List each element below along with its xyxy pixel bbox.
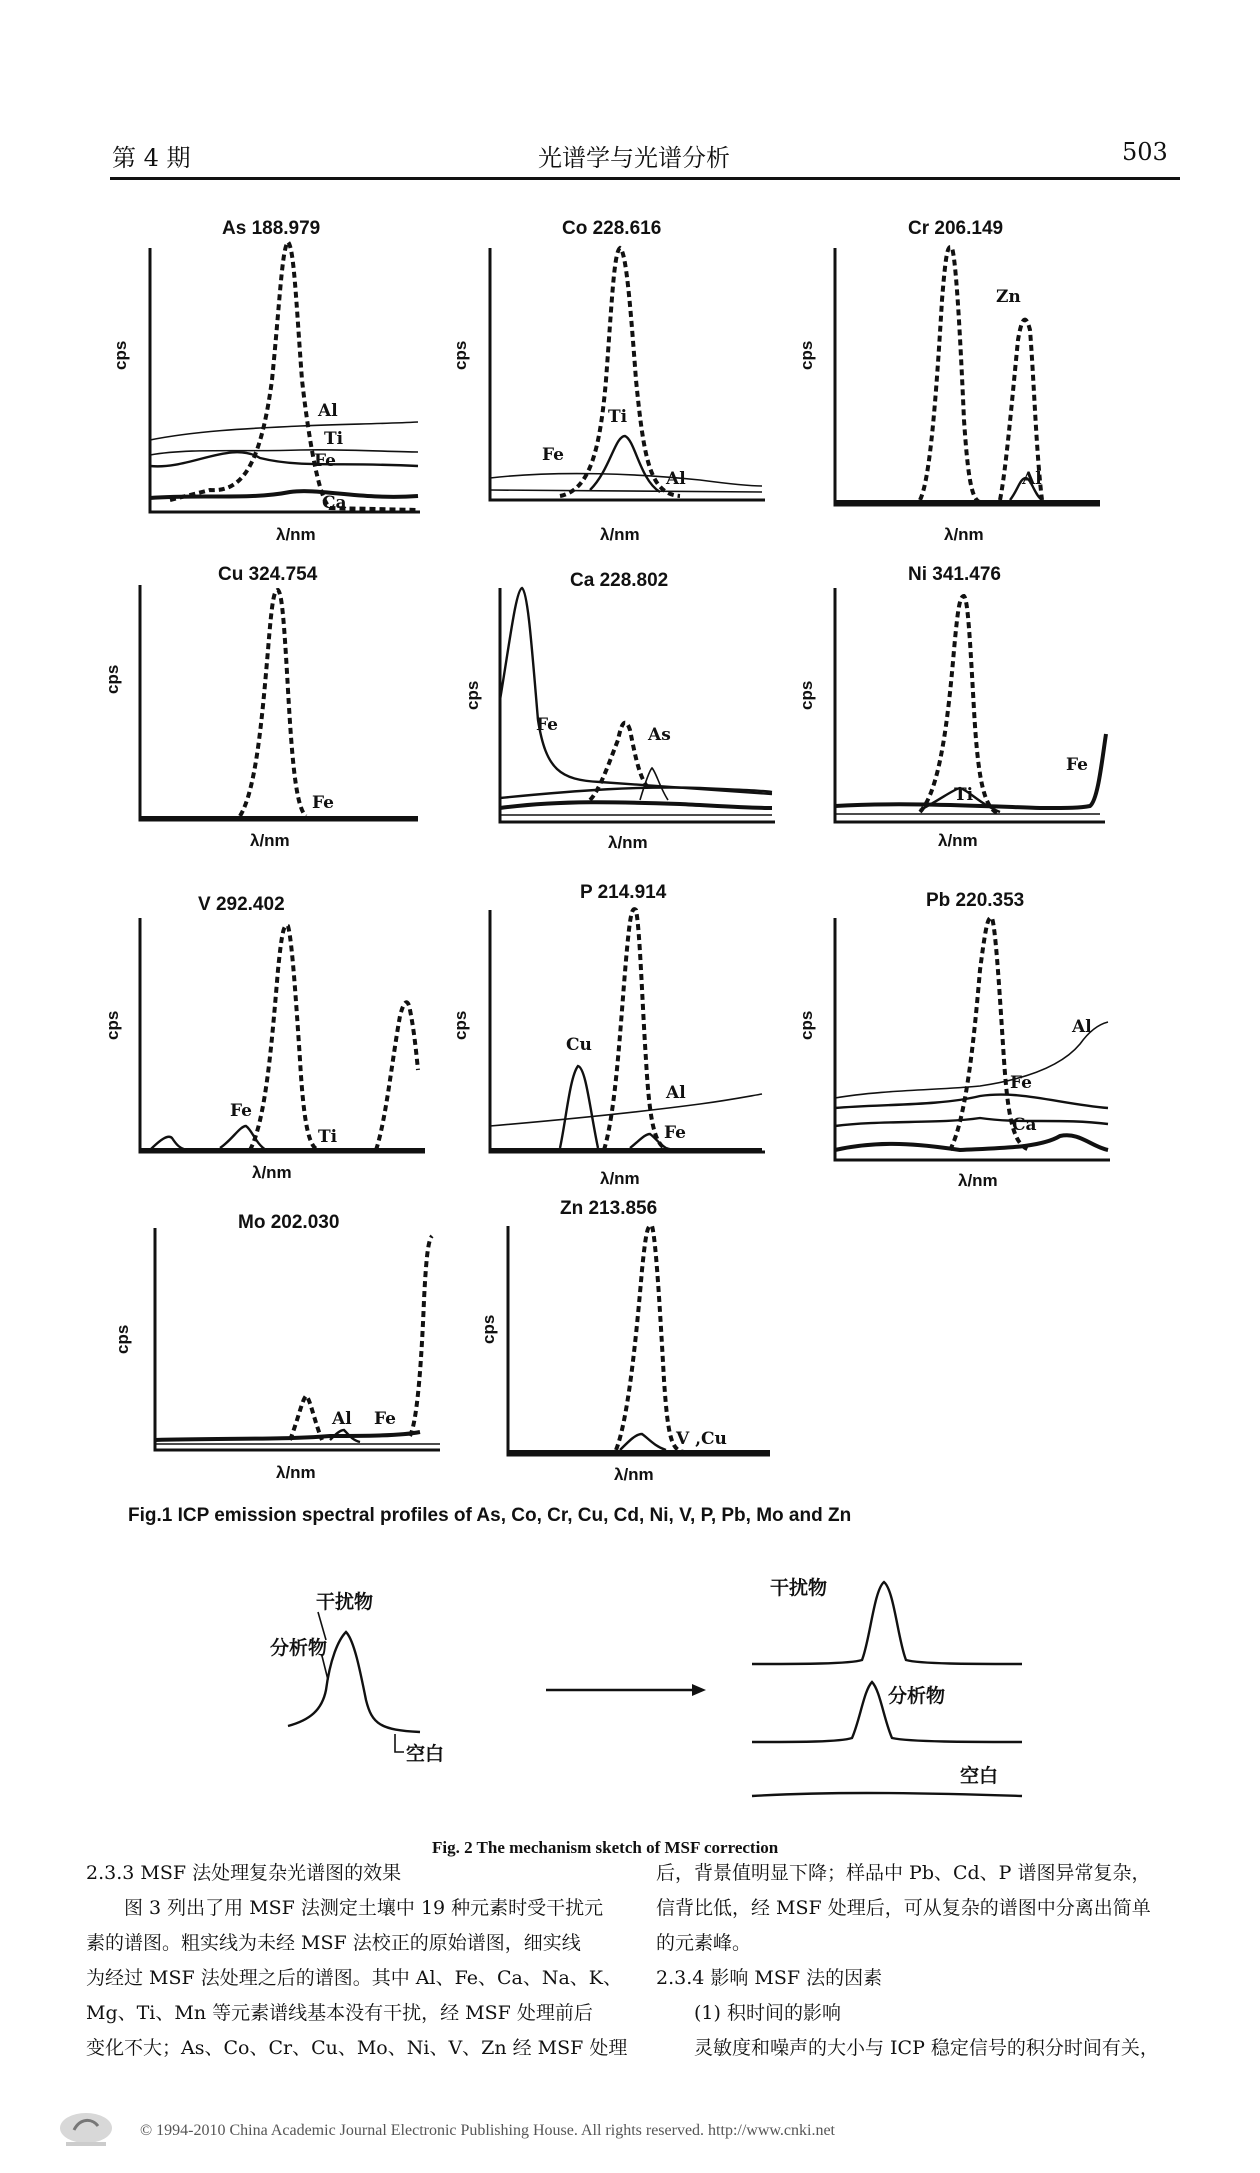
y-axis-label: cps bbox=[797, 1010, 816, 1040]
panel-title: Zn 213.856 bbox=[560, 1198, 658, 1219]
issue-number: 第 4 期 bbox=[112, 144, 191, 172]
x-axis-label: λ/nm bbox=[276, 525, 316, 544]
sketch-right-blank bbox=[752, 1793, 1022, 1796]
panel-title: Cr 206.149 bbox=[908, 218, 1004, 239]
panel-zn bbox=[479, 1198, 770, 1484]
y-axis-label: cps bbox=[103, 664, 122, 694]
panel-pb bbox=[797, 890, 1110, 1190]
trace-analyte bbox=[290, 1396, 322, 1440]
trace-analyte bbox=[170, 242, 418, 510]
trace-right-peak bbox=[376, 1002, 418, 1150]
panel-title: Pb 220.353 bbox=[926, 890, 1025, 911]
trace-al bbox=[150, 422, 418, 440]
left-column bbox=[86, 1856, 627, 2066]
trace-fe bbox=[500, 588, 772, 794]
x-axis-label: λ/nm bbox=[252, 1163, 292, 1182]
trace-ti bbox=[150, 450, 418, 455]
label-analyte-left: 分析物 bbox=[270, 1637, 328, 1659]
arrow-icon bbox=[692, 1684, 706, 1696]
label-al: Al bbox=[666, 469, 686, 489]
x-axis-label: λ/nm bbox=[938, 831, 978, 850]
trace-thick bbox=[155, 1432, 420, 1440]
panel-co bbox=[451, 218, 765, 544]
label-blank-right: 空白 bbox=[960, 1765, 999, 1787]
trace-fe bbox=[835, 1095, 1108, 1108]
y-axis-label: cps bbox=[797, 680, 816, 710]
panel-title: Ni 341.476 bbox=[908, 564, 1001, 585]
label-interferent-right: 干扰物 bbox=[770, 1577, 828, 1599]
panel-v bbox=[103, 894, 425, 1182]
pointer-interferent bbox=[318, 1612, 326, 1640]
right-column bbox=[656, 1856, 1159, 2066]
axes bbox=[835, 248, 1100, 505]
trace-analyte bbox=[560, 248, 680, 496]
panel-title: P 214.914 bbox=[580, 882, 667, 903]
label-ca: Ca bbox=[322, 493, 347, 513]
paragraph-line: Mg、Ti、Mn 等元素谱线基本没有干扰，经 MSF 处理前后 bbox=[86, 2002, 593, 2024]
trace-analyte bbox=[920, 596, 1000, 814]
y-axis-label: cps bbox=[103, 1010, 122, 1040]
x-axis-label: λ/nm bbox=[614, 1465, 654, 1484]
y-axis-label: cps bbox=[479, 1314, 498, 1344]
label-fe: Fe bbox=[664, 1123, 686, 1143]
label-blank-left: 空白 bbox=[406, 1743, 445, 1765]
panel-p bbox=[451, 882, 765, 1188]
panel-mo bbox=[113, 1212, 440, 1482]
paragraph-line: 变化不大；As、Co、Cr、Cu、Mo、Ni、V、Zn 经 MSF 处理 bbox=[86, 2037, 628, 2059]
label-analyte-right: 分析物 bbox=[888, 1685, 946, 1707]
section-heading-2-3-3: 2.3.3 MSF 法处理复杂光谱图的效果 bbox=[86, 1862, 402, 1884]
trace-ca bbox=[835, 1135, 1108, 1150]
figure-1-caption: Fig.1 ICP emission spectral profiles of As, Co, Cr, Cu, Cd, Ni, V, P, Pb, Mo and Zn bbox=[128, 1505, 852, 1526]
panel-title: Mo 202.030 bbox=[238, 1212, 340, 1233]
axes bbox=[140, 585, 418, 820]
section-heading-2-3-4: 2.3.4 影响 MSF 法的因素 bbox=[656, 1967, 883, 1989]
panel-title: Ca 228.802 bbox=[570, 570, 669, 591]
trace-fe bbox=[150, 452, 418, 466]
label-fe: Fe bbox=[1010, 1073, 1032, 1093]
paragraph-line: 灵敏度和噪声的大小与 ICP 稳定信号的积分时间有关， bbox=[656, 2037, 1159, 2059]
label-interferent-left: 干扰物 bbox=[316, 1591, 374, 1613]
panel-title: Cu 324.754 bbox=[218, 564, 318, 585]
trace-analyte bbox=[920, 247, 980, 502]
label-fe: Fe bbox=[542, 445, 564, 465]
figure-2 bbox=[0, 1560, 1260, 1860]
subsection-heading: (1) 积时间的影响 bbox=[656, 2002, 841, 2024]
paragraph-line: 的元素峰。 bbox=[656, 1932, 752, 1954]
x-axis-label: λ/nm bbox=[958, 1171, 998, 1190]
trace-analyte bbox=[616, 1226, 684, 1452]
label-fe: Fe bbox=[312, 793, 334, 813]
trace-fe bbox=[490, 474, 762, 486]
paragraph-line: 图 3 列出了用 MSF 法测定土壤中 19 种元素时受干扰元 bbox=[86, 1897, 604, 1919]
y-axis-label: cps bbox=[463, 680, 482, 710]
trace-al bbox=[490, 490, 762, 492]
trace-analyte bbox=[240, 590, 306, 816]
label-ti: Ti bbox=[324, 429, 344, 449]
y-axis-label: cps bbox=[111, 340, 130, 370]
copyright-footer: © 1994-2010 China Academic Journal Electronic Publishing House. All rights reserved. http://www.cnki.net bbox=[140, 2122, 835, 2139]
x-axis-label: λ/nm bbox=[276, 1463, 316, 1482]
trace-analyte bbox=[250, 926, 320, 1150]
pointer-analyte bbox=[322, 1656, 328, 1680]
panel-title: As 188.979 bbox=[222, 218, 321, 239]
y-axis-label: cps bbox=[797, 340, 816, 370]
label-zn: Zn bbox=[996, 287, 1021, 307]
label-al: Al bbox=[1022, 469, 1042, 489]
pointer-blank bbox=[395, 1734, 404, 1752]
panel-ca bbox=[463, 570, 775, 852]
publisher-logo-icon bbox=[52, 2108, 120, 2152]
panel-as bbox=[111, 218, 420, 544]
label-fe: Fe bbox=[230, 1101, 252, 1121]
panel-ni bbox=[797, 564, 1106, 850]
sketch-right-analyte bbox=[752, 1682, 1022, 1742]
label-fe: Fe bbox=[374, 1409, 396, 1429]
trace-mid bbox=[835, 1118, 1108, 1126]
panel-title: V 292.402 bbox=[198, 894, 285, 915]
journal-title: 光谱学与光谱分析 bbox=[538, 144, 730, 172]
trace-cu bbox=[560, 1066, 598, 1148]
paragraph-line: 为经过 MSF 法处理之后的谱图。其中 Al、Fe、Ca、Na、K、 bbox=[86, 1967, 622, 1989]
page-number: 503 bbox=[1122, 138, 1168, 166]
axes bbox=[150, 248, 420, 512]
panel-title: Co 228.616 bbox=[562, 218, 662, 239]
y-axis-label: cps bbox=[113, 1324, 132, 1354]
trace-fe bbox=[410, 1236, 432, 1436]
x-axis-label: λ/nm bbox=[608, 833, 648, 852]
label-as: As bbox=[648, 725, 671, 745]
paragraph-line: 素的谱图。粗实线为未经 MSF 法校正的原始谱图，细实线 bbox=[86, 1932, 581, 1954]
trace-v-cu bbox=[620, 1434, 666, 1450]
x-axis-label: λ/nm bbox=[600, 1169, 640, 1188]
label-al: Al bbox=[666, 1083, 686, 1103]
trace-as bbox=[500, 787, 772, 798]
x-axis-label: λ/nm bbox=[250, 831, 290, 850]
label-cu: Cu bbox=[566, 1035, 592, 1055]
label-al: Al bbox=[1072, 1017, 1092, 1037]
label-al: Al bbox=[318, 401, 338, 421]
x-axis-label: λ/nm bbox=[600, 525, 640, 544]
y-axis-label: cps bbox=[451, 340, 470, 370]
label-ti: Ti bbox=[954, 785, 974, 805]
panel-cu bbox=[103, 564, 418, 850]
y-axis-label: cps bbox=[451, 1010, 470, 1040]
label-fe: Fe bbox=[1066, 755, 1088, 775]
label-ti: Ti bbox=[608, 407, 628, 427]
trace-al bbox=[490, 1094, 762, 1126]
paragraph-line: 后，背景值明显下降；样品中 Pb、Cd、P 谱图异常复杂， bbox=[656, 1862, 1151, 1884]
label-ti: Ti bbox=[318, 1127, 338, 1147]
trace-thick-1 bbox=[500, 802, 772, 808]
figure-2-caption: Fig. 2 The mechanism sketch of MSF correction bbox=[432, 1838, 779, 1857]
label-v-cu: V ,Cu bbox=[676, 1429, 727, 1449]
label-ca: Ca bbox=[1012, 1115, 1037, 1135]
paragraph-line: 信背比低，经 MSF 处理后，可从复杂的谱图中分离出简单 bbox=[656, 1897, 1151, 1919]
axes bbox=[508, 1226, 770, 1455]
x-axis-label: λ/nm bbox=[944, 525, 984, 544]
label-fe: Fe bbox=[314, 451, 336, 471]
label-al: Al bbox=[332, 1409, 352, 1429]
label-fe: Fe bbox=[536, 715, 558, 735]
panel-cr bbox=[797, 218, 1100, 544]
